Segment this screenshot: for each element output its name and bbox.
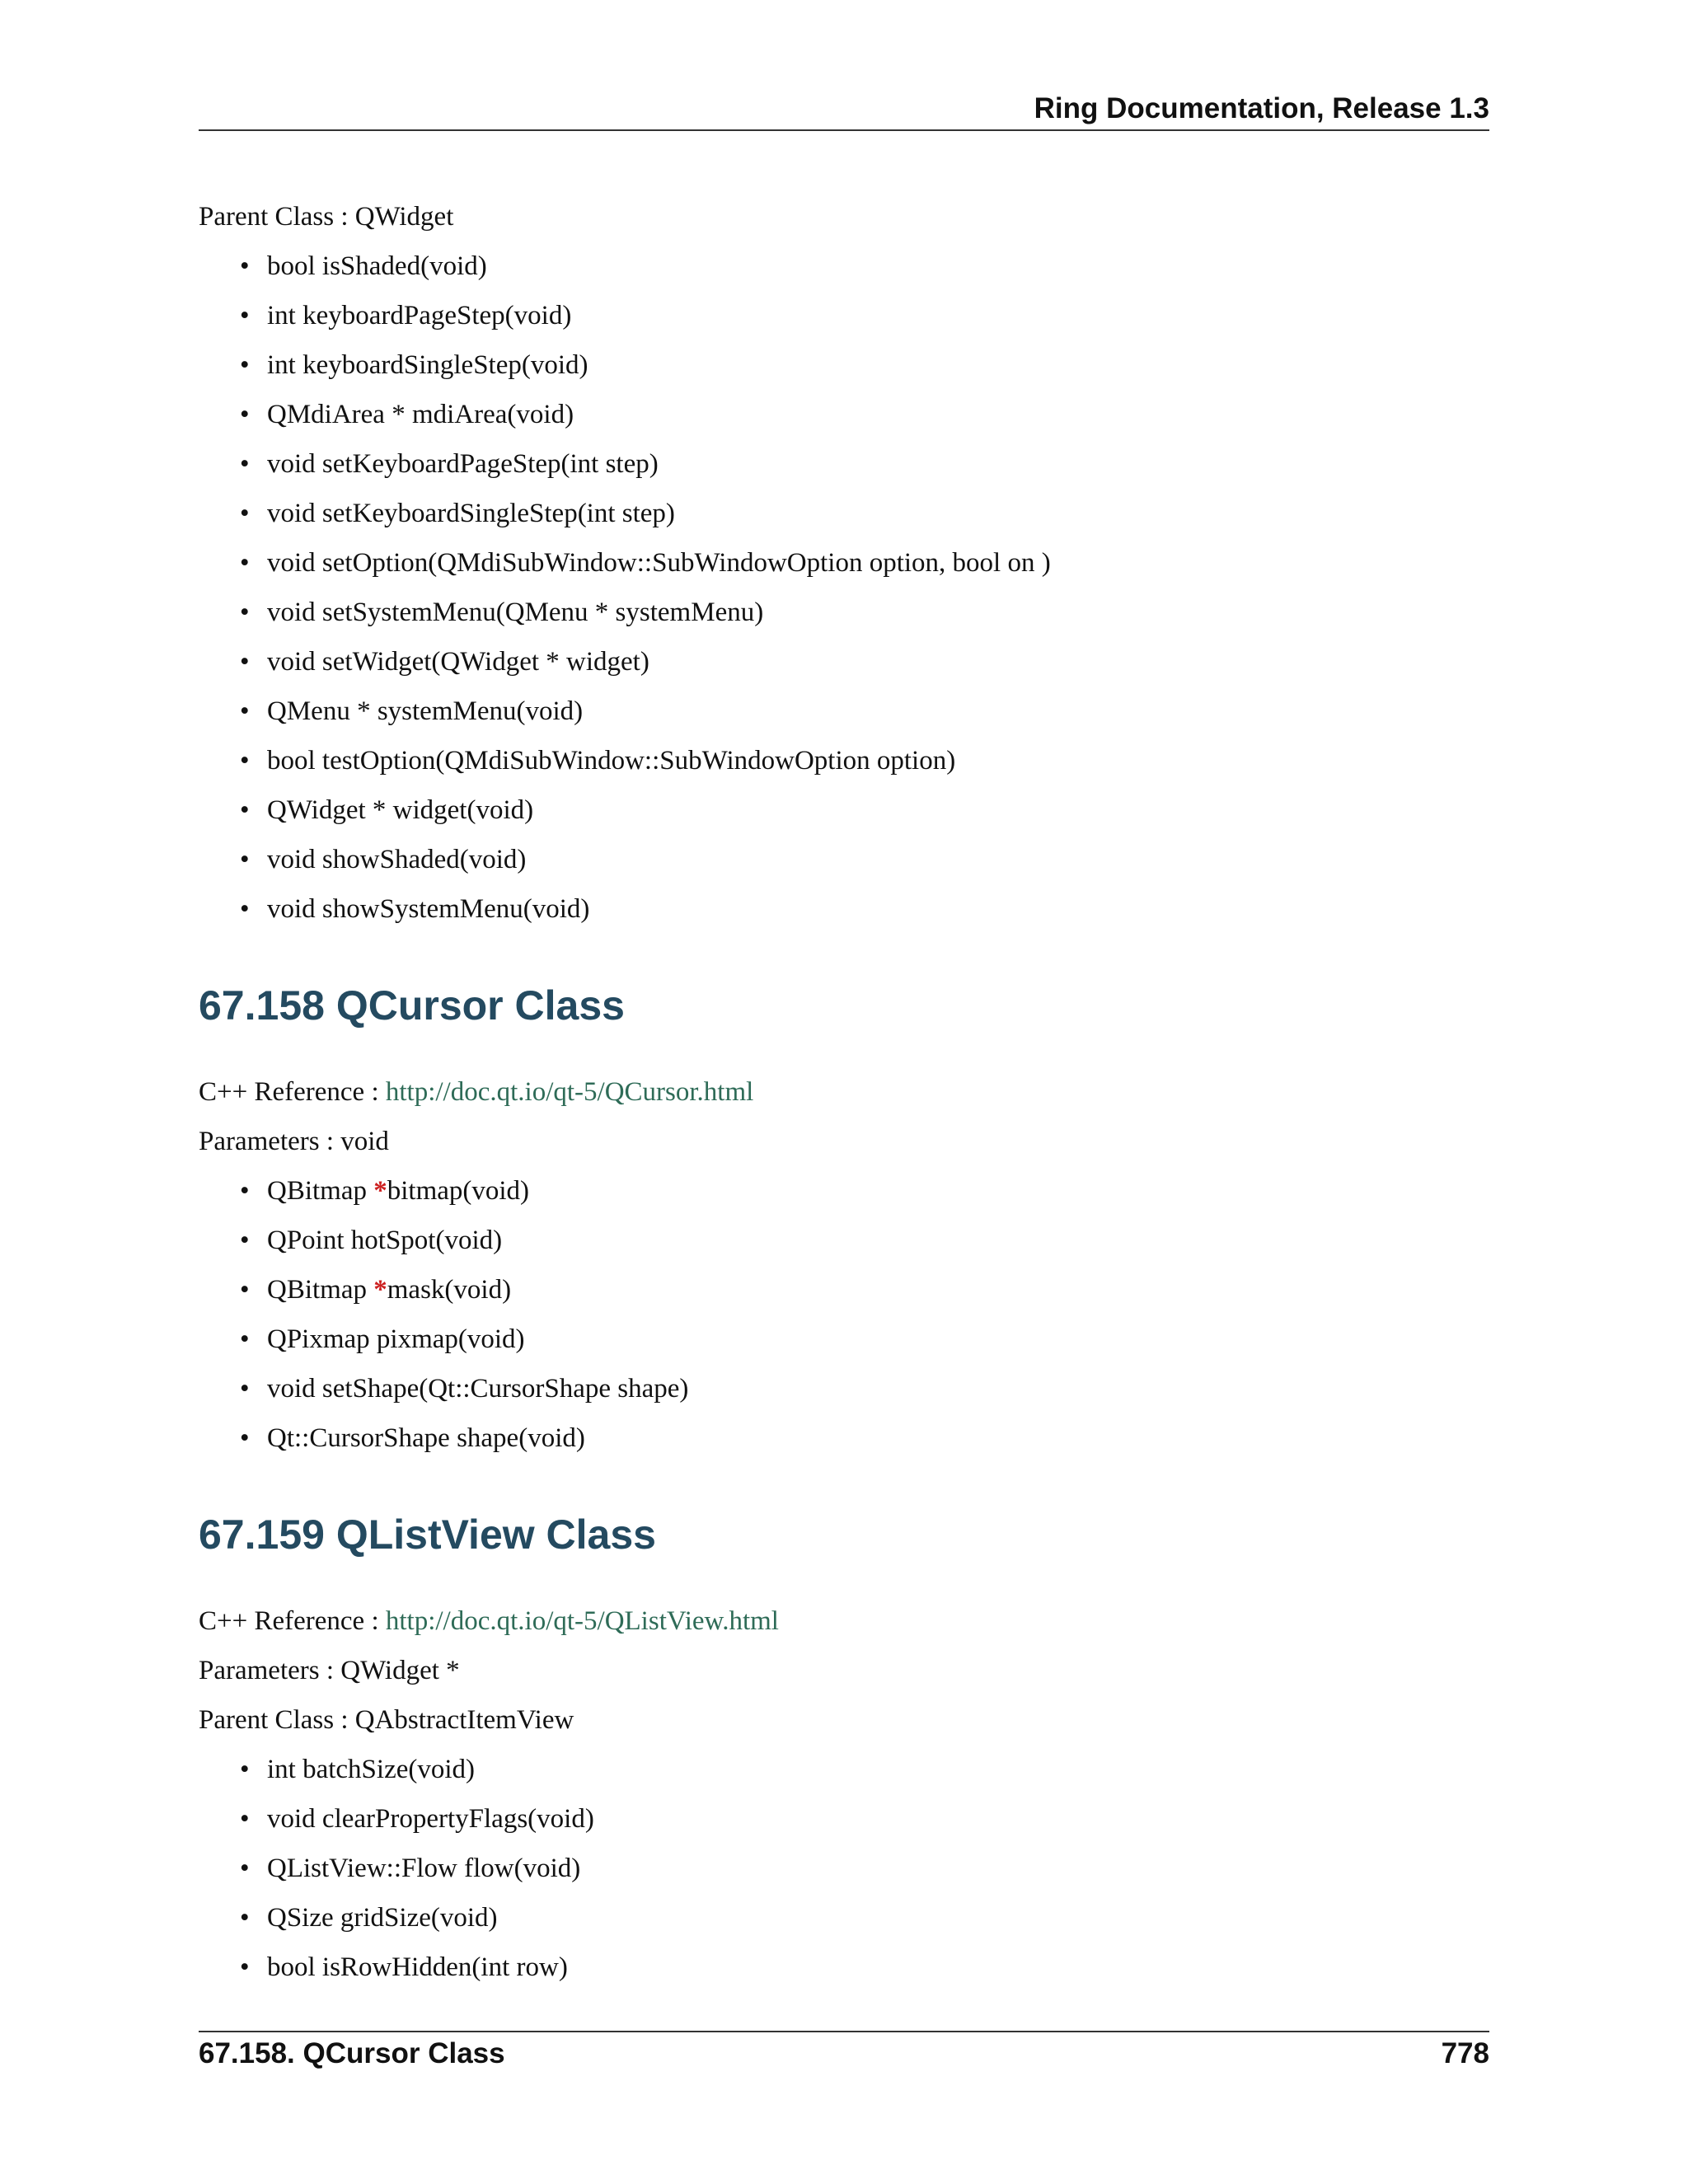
list-item: • bool isRowHidden(int row) — [240, 1947, 1489, 1996]
list-item: • void setSystemMenu(QMenu * systemMenu) — [240, 592, 1489, 641]
section-heading-qlistview: 67.159 QListView Class — [199, 1511, 656, 1558]
list-item: • void setKeyboardPageStep(int step) — [240, 443, 1489, 493]
list-item: • void showSystemMenu(void) — [240, 888, 1489, 938]
cpp-reference-label: C++ Reference : — [199, 1606, 386, 1636]
qlistview-doc-link[interactable]: http://doc.qt.io/qt-5/QListView.html — [385, 1606, 779, 1636]
list-item: • bool isShaded(void) — [240, 246, 1489, 295]
footer-rule — [199, 2031, 1489, 2032]
list-item: • int keyboardPageStep(void) — [240, 295, 1489, 344]
pointer-star: * — [373, 1176, 387, 1206]
list-item: • bool testOption(QMdiSubWindow::SubWindowOption option) — [240, 740, 1489, 790]
pointer-star: * — [373, 1275, 387, 1305]
list-item: • void showShaded(void) — [240, 839, 1489, 888]
list-item — [240, 1269, 1489, 1319]
parent-class-line: Parent Class : QAbstractItemView — [199, 1705, 574, 1735]
method-type: QBitmap — [267, 1275, 374, 1305]
list-item: • QListView::Flow flow(void) — [240, 1848, 1489, 1897]
method-list-qlistview — [199, 1749, 1489, 1996]
method-list-qcursor — [199, 1170, 1489, 1467]
list-item: • int batchSize(void) — [240, 1749, 1489, 1798]
list-item: • QPixmap pixmap(void) — [240, 1319, 1489, 1368]
list-item: • QSize gridSize(void) — [240, 1897, 1489, 1947]
list-item: • QMenu * systemMenu(void) — [240, 691, 1489, 740]
list-item: • void setKeyboardSingleStep(int step) — [240, 493, 1489, 542]
method-signature: bitmap(void) — [387, 1176, 530, 1206]
list-item — [240, 1170, 1489, 1220]
cpp-reference-line — [199, 1601, 1489, 1650]
list-item: • void clearPropertyFlags(void) — [240, 1798, 1489, 1848]
parameters-line: Parameters : void — [199, 1127, 389, 1156]
section-heading-qcursor: 67.158 QCursor Class — [199, 982, 625, 1029]
list-item: • int keyboardSingleStep(void) — [240, 344, 1489, 394]
list-item: • void setOption(QMdiSubWindow::SubWindowOption option, bool on ) — [240, 542, 1489, 592]
running-header-title: Ring Documentation, Release 1.3 — [1034, 92, 1489, 124]
page-content — [199, 196, 1489, 1996]
list-item: • void setWidget(QWidget * widget) — [240, 641, 1489, 691]
list-item: • QWidget * widget(void) — [240, 790, 1489, 839]
qcursor-doc-link[interactable]: http://doc.qt.io/qt-5/QCursor.html — [385, 1077, 754, 1107]
parameters-line: Parameters : QWidget * — [199, 1656, 460, 1685]
page-number: 778 — [1441, 2037, 1489, 2069]
method-signature: mask(void) — [387, 1275, 512, 1305]
cpp-reference-line — [199, 1071, 1489, 1121]
header-rule — [199, 129, 1489, 131]
method-list-qmdisubwindow — [199, 246, 1489, 938]
list-item: • void setShape(Qt::CursorShape shape) — [240, 1368, 1489, 1418]
footer-section-title: 67.158. QCursor Class — [199, 2037, 505, 2069]
parent-class-line: Parent Class : QWidget — [199, 202, 454, 232]
list-item: • QPoint hotSpot(void) — [240, 1220, 1489, 1269]
list-item: • QMdiArea * mdiArea(void) — [240, 394, 1489, 443]
list-item: • Qt::CursorShape shape(void) — [240, 1418, 1489, 1467]
cpp-reference-label: C++ Reference : — [199, 1077, 386, 1107]
method-type: QBitmap — [267, 1176, 374, 1206]
